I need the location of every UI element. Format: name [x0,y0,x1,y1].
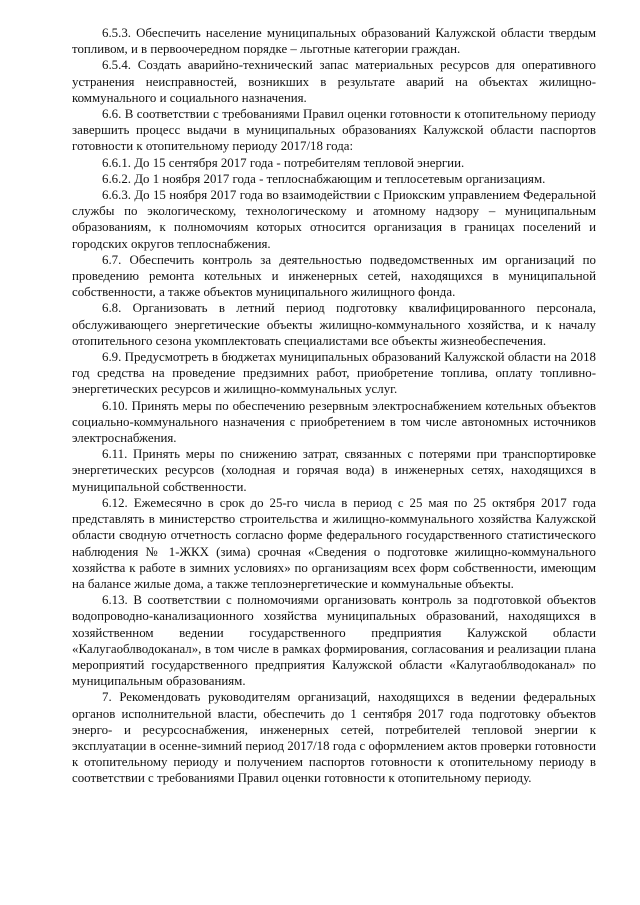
paragraph-6-6: 6.6. В соответствии с требованиями Правил оценки готовности к отопительному периоду завершить процесс выдачи в муниципальных образованиях Калужской области паспортов готовности к отопительному периоду 2017/18 года: [72,107,596,154]
paragraph-6-6-2: 6.6.2. До 1 ноября 2017 года - теплоснабжающим и теплосетевым организациям. [102,171,546,186]
paragraph-7: 7. Рекомендовать руководителям организаций, находящихся в ведении федеральных органов исполнительной власти, обеспечить до 1 сентября 2017 года подготовку объектов энерго- и ресурсоснабжения, инженерных сетей, потребителей тепловой энергии к эксплуатации в осенне-зимний период 2017/18 года с оформлением актов проверки готовности к отопительному периоду и получением паспортов готовности к отопительному периоду в соответствии с требованиями Правил оценки готовности к отопительному периоду. [72,690,596,786]
paragraph-6-12: 6.12. Ежемесячно в срок до 25-го числа в период с 25 мая по 25 октября 2017 года представлять в министерство строительства и жилищно-коммунального хозяйства Калужской области сводную отчетность согласно форме федерального государственного статистического наблюдения № 1-ЖКХ (зима) срочная «Сведения о подготовке жилищно-коммунального хозяйства к работе в зимних условиях» по организациям всех форм собственности, имеющим на балансе жилые дома, а также теплоэнергетические и коммунальные объекты. [72,495,596,591]
document-body [72,25,596,787]
paragraph-6-6-3: 6.6.3. До 15 ноября 2017 года во взаимодействии с Приокским управлением Федеральной службы по экологическому, технологическому и атомному надзору – муниципальным образованиям, к полномочиям которых относится организация в границах поселений и городских округов теплоснабжения. [72,188,596,251]
paragraph-6-9: 6.9. Предусмотреть в бюджетах муниципальных образований Калужской области на 2018 год средства на проведение предзимних работ, приобретение топлива, оплату топливно-энергетических ресурсов и жилищно-коммунальных услуг. [72,350,596,397]
paragraph-6-11: 6.11. Принять меры по снижению затрат, связанных с потерями при транспортировке энергетических ресурсов (холодная и горячая вода) в инженерных сетях, находящихся в муниципальной собственности. [72,447,596,494]
paragraph-6-5-3: 6.5.3. Обеспечить население муниципальных образований Калужской области твердым топливом, и в первоочередном порядке – льготные категории граждан. [72,26,596,57]
paragraph-6-7: 6.7. Обеспечить контроль за деятельностью подведомственных им организаций по проведению ремонта котельных и инженерных сетей, находящихся в муниципальной собственности, а также объектов муниципального жилищного фонда. [72,252,596,300]
paragraph-6-6-1: 6.6.1. До 15 сентября 2017 года - потребителям тепловой энергии. [102,155,465,170]
paragraph-6-8: 6.8. Организовать в летний период подготовку квалифицированного персонала, обслуживающего энергетические объекты жилищно-коммунального хозяйства, и к началу отопительного сезона укомплектовать специалистами все объекты жизнеобеспечения. [72,301,596,348]
paragraph-6-5-4: 6.5.4. Создать аварийно-технический запас материальных ресурсов для оперативного устранения неисправностей, возникших в результате аварий на объектах жилищно-коммунального и социального назначения. [72,58,596,105]
paragraph-6-13: 6.13. В соответствии с полномочиями организовать контроль за подготовкой объектов водопроводно-канализационного хозяйства муниципальных образований, находящихся в хозяйственном ведении государственного предприятия Калужской области «Калугаоблводоканал», в том числе в рамках формирования, согласования и реализации плана мероприятий государственного предприятия Калужской области «Калугаоблводоканал» по муниципальным образованиям. [72,593,596,689]
paragraph-6-10: 6.10. Принять меры по обеспечению резервным электроснабжением котельных объектов социально-коммунального назначения с приобретением в том числе автономных источников электроснабжения. [72,398,596,446]
